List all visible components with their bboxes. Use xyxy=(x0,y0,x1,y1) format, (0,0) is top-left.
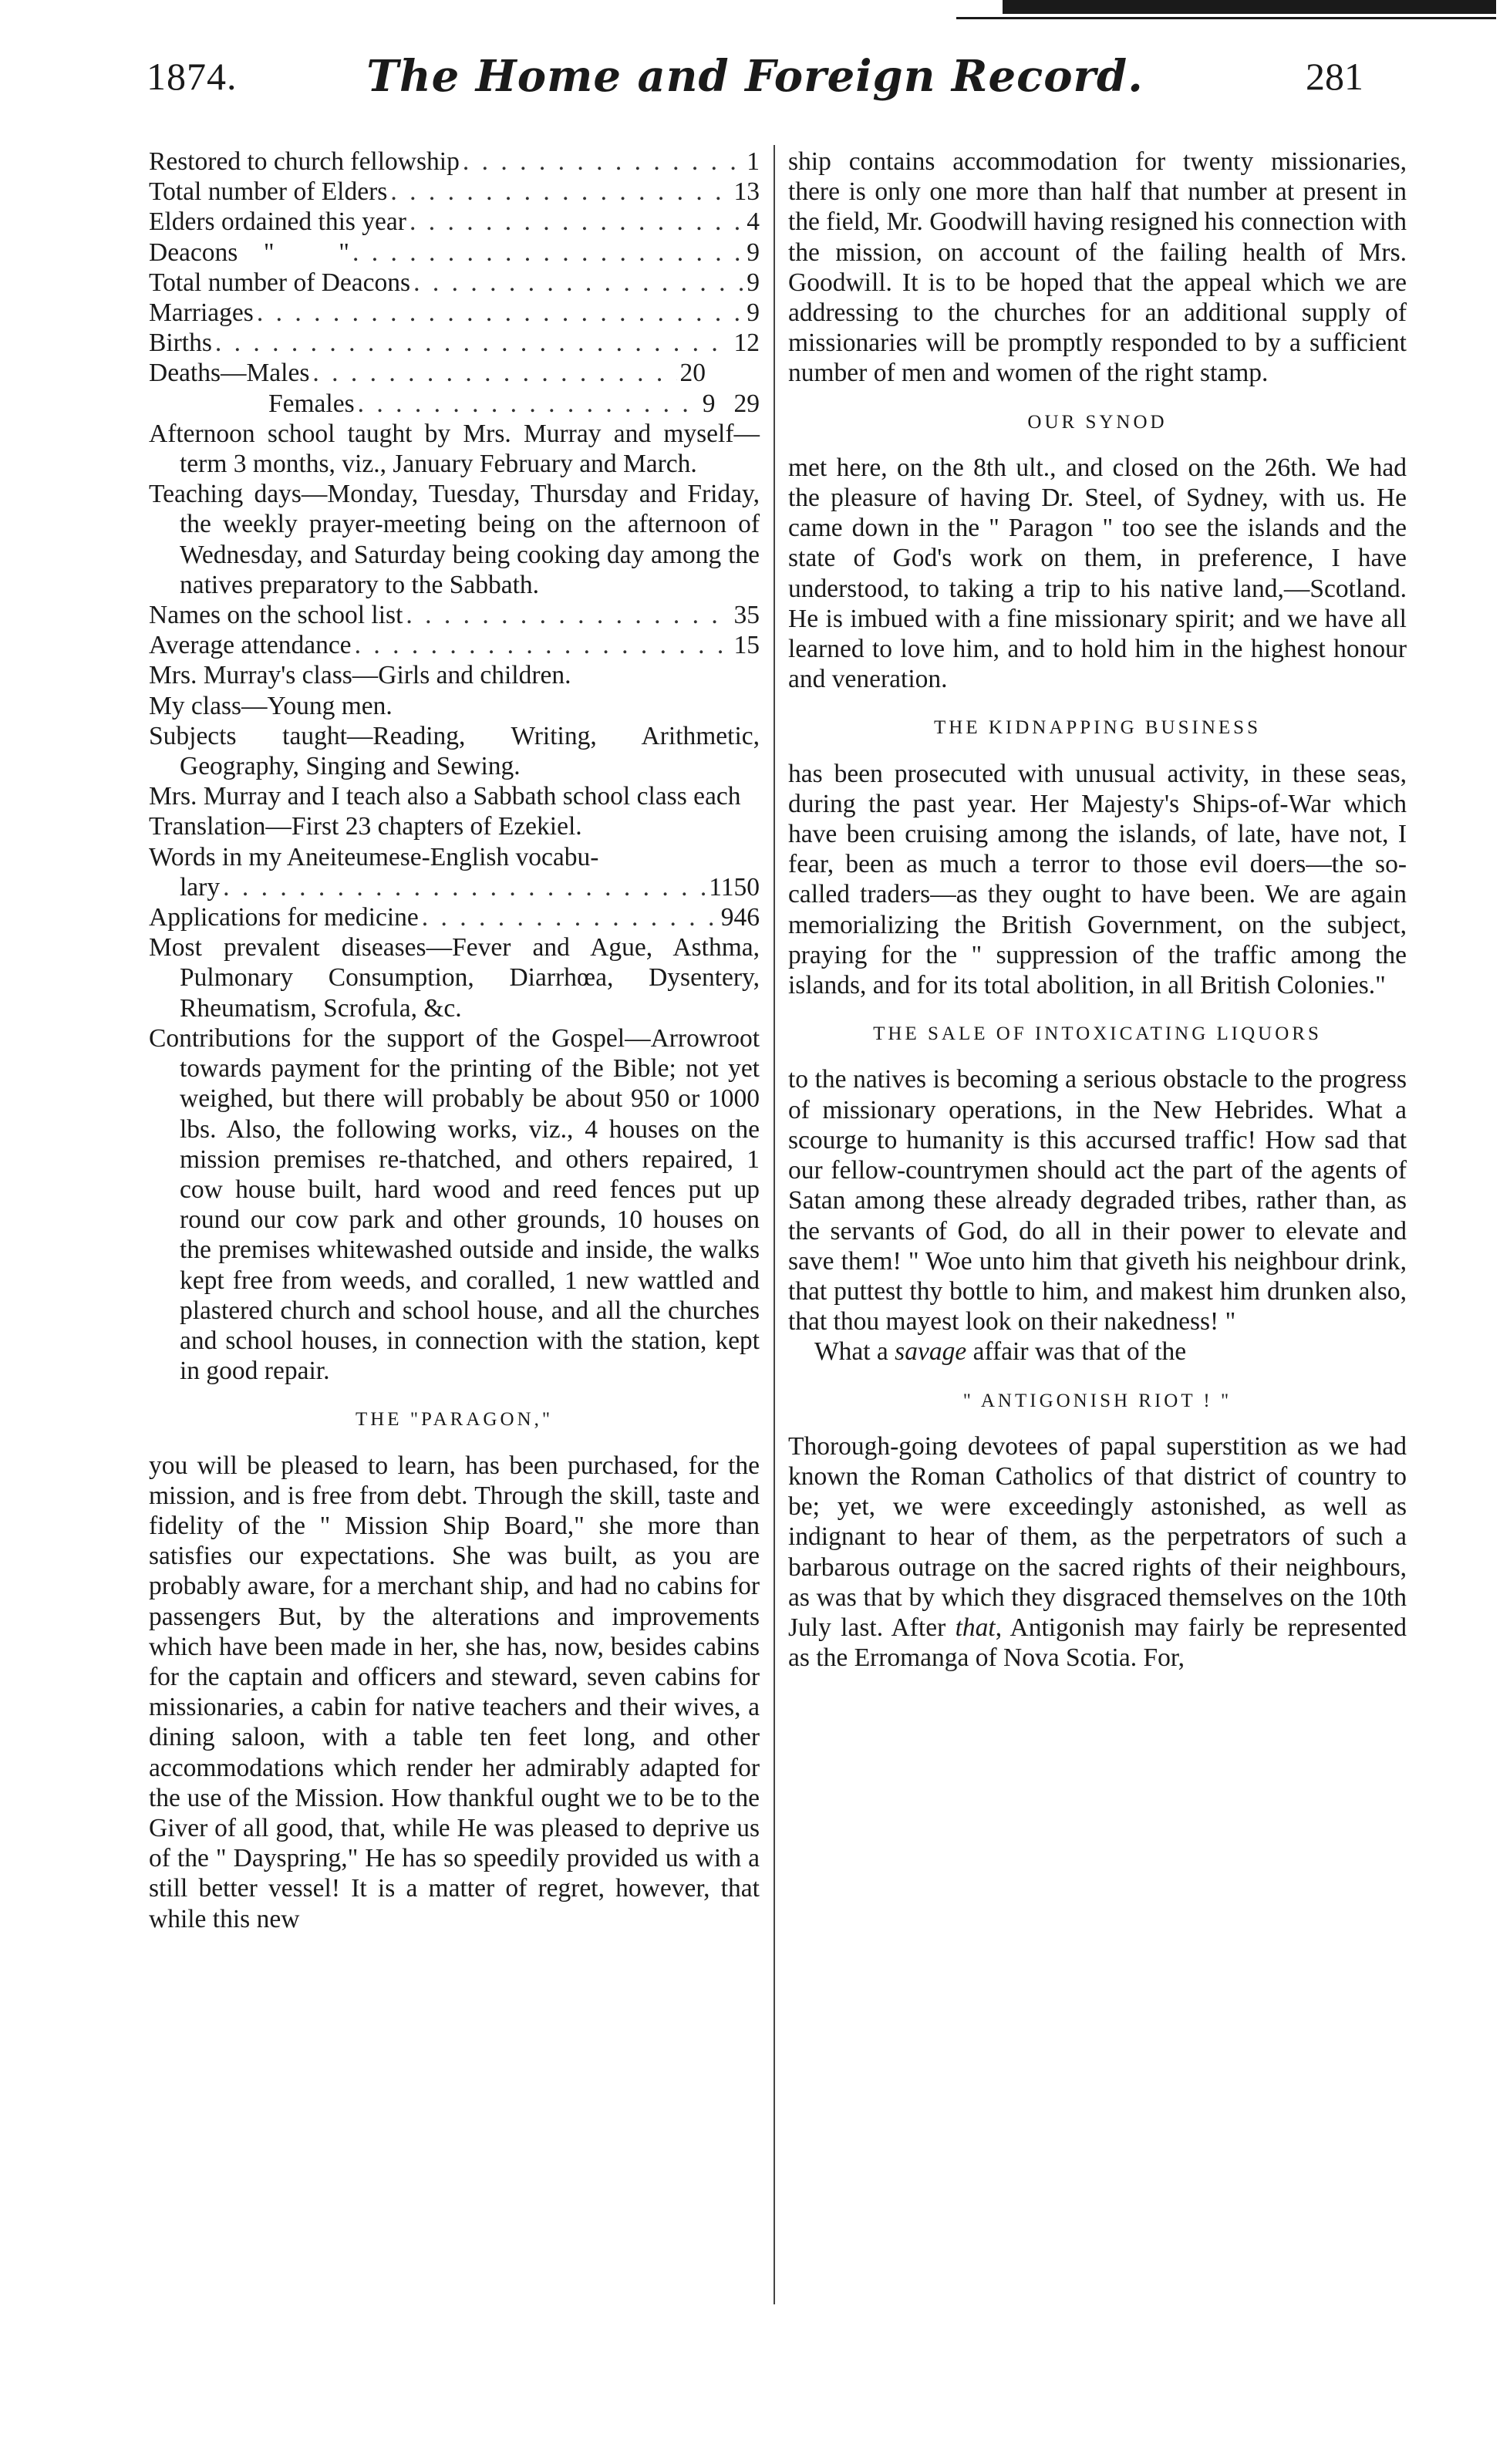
stat-value: 4 xyxy=(747,207,760,237)
ship-paragraph: ship contains accommodation for twenty missionaries, there is only one more than half that number at present in the field, Mr. Goodwill having resigned his connection with the mission, on account of the failing health of Mrs. Goodwill. It is to be hoped that the appeal which we are addressing to the churches for an additional supply of missionaries will be promptly responded to by a sufficient number of men and women of the right stamp. xyxy=(788,147,1407,388)
italic-word: that xyxy=(955,1613,996,1642)
section-heading: OUR SYNOD xyxy=(1027,411,1168,433)
stat-value: 13 xyxy=(733,177,760,207)
stat-value: 9 xyxy=(702,389,716,418)
stat-value: 946 xyxy=(720,903,760,932)
stat-row xyxy=(149,298,760,328)
header-year: 1874. xyxy=(147,55,238,98)
stat-label: Total number of Deacons xyxy=(149,268,411,297)
stat-value: 1 xyxy=(747,147,760,176)
stat-value: 20 xyxy=(679,359,706,388)
stat-label: Deacons " " xyxy=(149,238,349,267)
stat-label: Females xyxy=(268,389,355,418)
stat-label: lary xyxy=(180,872,221,902)
stat-row xyxy=(149,358,760,388)
stat-row xyxy=(149,600,760,630)
italic-word: savage xyxy=(895,1337,967,1367)
contributions-paragraph: Contributions for the support of the Gospel—Arrowroot towards payment for the printing of the Bible; not yet weighed, but there will probably be about 950 or 1000 lbs. Also, the following works, viz., 4 houses on the mission premises re-thatched, and others repaired, 1 cow house built, hard wood and reed fences put up round our cow park and other grounds, 10 houses on the premises whitewashed outside and inside, the walks kept free from weeds, and coralled, 1 new wattled and plastered church and school house, and all the churches and school houses, in connection with the station, kept in good repair. xyxy=(149,1023,760,1386)
text-span: Thorough-going devotees of papal superstition as we had known the Roman Catholics of that district of country to be; yet, we were exceedingly astonished, as well as indignant to hear of them, as the perpetrators of such a barbarous outrage on the sacred rights of their neighbours, as was that by which they disgraced themselves on the 10th July last. After xyxy=(788,1431,1407,1642)
header-page-number: 281 xyxy=(1306,55,1363,98)
text-line: Mrs. Murray and I teach also a Sabbath school class each xyxy=(149,782,741,811)
page-header xyxy=(147,46,1363,108)
stat-row xyxy=(149,207,760,237)
text-span: affair was that of the xyxy=(966,1337,1187,1367)
stat-value: 9 xyxy=(747,268,760,297)
stat-row xyxy=(149,902,760,932)
stat-label: Elders ordained this year xyxy=(149,207,406,237)
stat-label: Deaths—Males xyxy=(149,359,310,388)
stat-row xyxy=(149,328,760,358)
text-line: Mrs. Murray's class—Girls and children. xyxy=(149,661,571,690)
stat-value: 12 xyxy=(733,329,760,358)
stat-label: Restored to church fellowship xyxy=(149,147,460,176)
stat-value: 9 xyxy=(747,298,760,328)
stat-value: 1150 xyxy=(709,872,760,902)
stat-row xyxy=(149,630,760,660)
text-line: Subjects taught—Reading, Writing, Arithmetic, Geography, Singing and Sewing. xyxy=(149,721,760,781)
stat-label: Total number of Elders xyxy=(149,177,388,207)
antigonish-paragraph xyxy=(788,1431,1407,1674)
stat-label: Marriages xyxy=(149,298,254,328)
stat-label: Average attendance xyxy=(149,631,352,660)
school-paragraph: Afternoon school taught by Mrs. Murray and myself—term 3 months, viz., January February and March. xyxy=(149,419,760,479)
section-heading: THE SALE OF INTOXICATING LIQUORS xyxy=(873,1023,1322,1045)
text-span: What a xyxy=(814,1337,895,1367)
stat-row xyxy=(149,147,760,177)
vocabulary-label: Words in my Aneiteumese-English vocabu- xyxy=(149,842,599,871)
paragon-paragraph: you will be pleased to learn, has been purchased, for the mission, and is free from debt. Through the skill, taste and fidelity of the " Mission Ship Board," she more than satisfies our expectations. She was built, as you are probably aware, for a merchant ship, and had no cabins for passengers But, by the alterations and improvements which have been made in her, she has, now, besides cabins for the captain and officers and steward, seven cabins for missionaries, a cabin for native teachers and their wives, a dining saloon, with a table ten feet long, and other accommodations which render her admirably adapted for the use of the Mission. How thankful ought we to be to the Giver of all good, that, while He was pleased to deprive us of the " Dayspring," He has so speedily provided us with a still better vessel! It is a matter of regret, however, that while this new xyxy=(149,1451,760,1933)
section-heading: " ANTIGONISH RIOT ! " xyxy=(962,1390,1232,1411)
top-rule-thin xyxy=(956,17,1496,19)
stat-value: 15 xyxy=(733,631,760,660)
right-column xyxy=(788,147,1407,1673)
savage-line xyxy=(788,1336,1407,1367)
kidnapping-paragraph: has been prosecuted with unusual activity, in these seas, during the past year. Her Majesty's Ships-of-War which have been cruising among the islands, of late, have not, I fear, been as much a terror to those evil doers—the so-called traders—as they ought to have been. We are again memorializing the British Government, on the subject, praying for the " suppression of the traffic among the islands, and for its total abolition, in all British Colonies." xyxy=(788,759,1407,1000)
top-rule xyxy=(1003,0,1496,14)
stat-value: 9 xyxy=(747,238,760,267)
stat-row xyxy=(149,389,760,419)
stat-label: Applications for medicine xyxy=(149,903,419,932)
stat-row xyxy=(149,268,760,298)
left-column xyxy=(149,147,760,1934)
section-heading: THE "PARAGON," xyxy=(355,1409,554,1431)
teaching-days-paragraph: Teaching days—Monday, Tuesday, Thursday and Friday, the weekly prayer-meeting being on the afternoon of Wednesday, and Saturday being cooking day among the natives preparatory to the Sabbath. xyxy=(149,480,760,599)
stat-label: Births xyxy=(149,329,212,358)
column-divider xyxy=(774,145,775,2304)
section-heading: THE KIDNAPPING BUSINESS xyxy=(934,717,1261,739)
stat-row xyxy=(149,238,760,268)
synod-paragraph: met here, on the 8th ult., and closed on the 26th. We had the pleasure of having Dr. Steel, of Sydney, with us. He came down in the " Paragon " too see the islands and the state of God's work on them, in preference, I have understood, to taking a trip to his native land,—Scotland. He is imbued with a fine missionary spirit; and we have all learned to love him, and to hold him in the highest honour and veneration. xyxy=(788,453,1407,694)
liquors-paragraph: to the natives is becoming a serious obstacle to the progress of missionary operations, in the New Hebrides. What a scourge to humanity is this accursed traffic! How sad that our fellow-countrymen should act the part of the agents of Satan among these already degraded tribes, rather than, as the servants of God, do all in their power to elevate and save them! " Woe unto him that giveth his neighbour drink, that puttest thy bottle to him, and makest him drunken also, that thou mayest look on their nakedness! " xyxy=(788,1065,1407,1336)
stat-value: 35 xyxy=(733,601,760,630)
text-span: , Antigonish may fairly be represented as the Erromanga of Nova Scotia. For, xyxy=(788,1613,1407,1673)
stat-total: 29 xyxy=(733,389,760,418)
text-line: My class—Young men. xyxy=(149,691,393,720)
diseases-paragraph: Most prevalent diseases—Fever and Ague, Asthma, Pulmonary Consumption, Diarrhœa, Dysentery, Rheumatism, Scrofula, &c. xyxy=(149,933,760,1023)
text-line: Translation—First 23 chapters of Ezekiel. xyxy=(149,812,582,841)
stat-label: Names on the school list xyxy=(149,601,403,630)
header-title: The Home and Foreign Record. xyxy=(366,51,1144,102)
stat-row xyxy=(149,872,760,902)
stat-row xyxy=(149,177,760,207)
